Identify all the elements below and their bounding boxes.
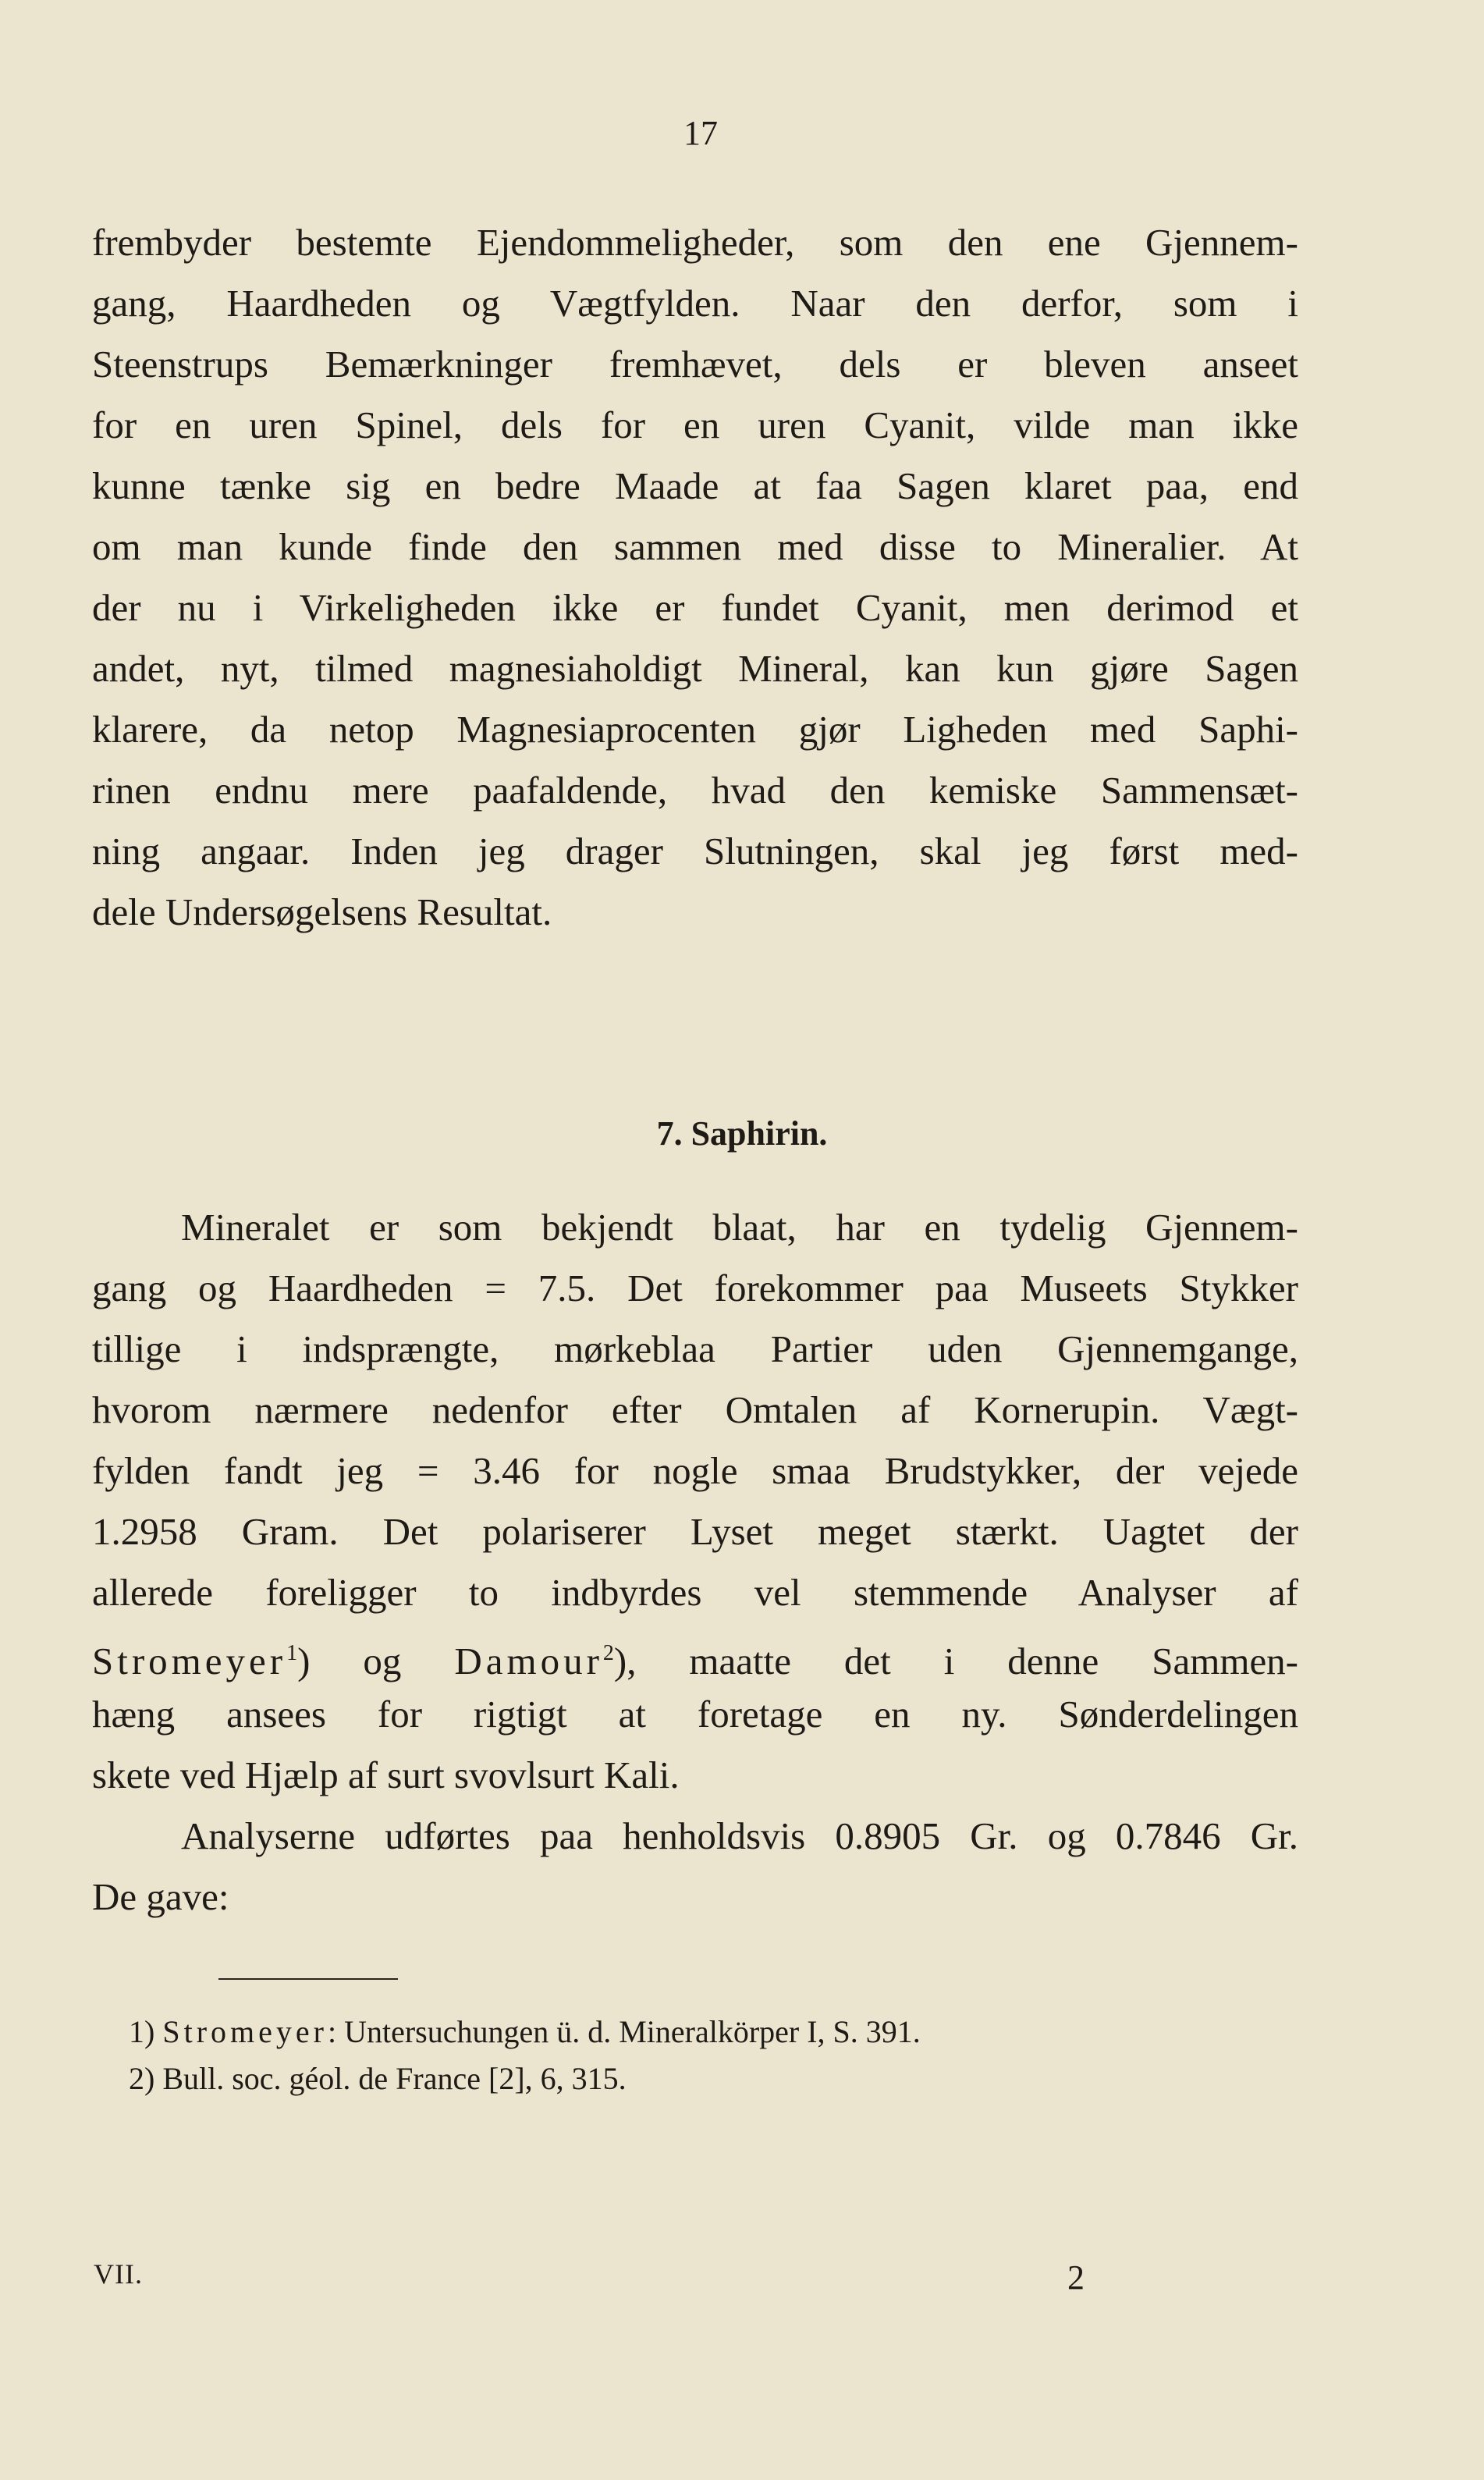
text-line: rinen endnu mere paafaldende, hvad den kemiske Sammensæt- <box>92 769 1298 812</box>
text-line-with-references <box>92 1628 1298 1687</box>
footnote-author: Stromeyer <box>162 2014 328 2049</box>
text-line: gang, Haardheden og Vægtfylden. Naar den derfor, som i <box>92 282 1298 325</box>
author-name: Damour <box>454 1640 603 1682</box>
footnote-ref[interactable]: 2 <box>602 1641 614 1665</box>
footnote <box>129 2059 627 2099</box>
text-line: der nu i Virkeligheden ikke er fundet Cyanit, men derimod et <box>92 586 1298 629</box>
text-line: ning angaar. Inden jeg drager Slutningen, skal jeg først med- <box>92 830 1298 872</box>
footnote <box>129 2012 921 2052</box>
text-line: dele Undersøgelsens Resultat. <box>92 890 552 933</box>
text-line: tillige i indsprængte, mørkeblaa Partier uden Gjennemgange, <box>92 1327 1298 1370</box>
text-line: hæng ansees for rigtigt at foretage en ny. Sønderdelingen <box>92 1693 1298 1736</box>
text-line: Mineralet er som bekjendt blaat, har en tydelig Gjennem- <box>181 1206 1298 1249</box>
text-line: klarere, da netop Magnesiaprocenten gjør Ligheden med Saphi- <box>92 708 1298 751</box>
footnote-ref[interactable]: 1 <box>286 1641 298 1665</box>
text-line: fylden fandt jeg = 3.46 for nogle smaa Brudstykker, der vejede <box>92 1449 1298 1492</box>
text-line: kunne tænke sig en bedre Maade at faa Sagen klaret paa, end <box>92 464 1298 507</box>
signature-number: 2 <box>1067 2258 1085 2297</box>
footnote-text: : Untersuchungen ü. d. Mineralkörper I, S. 391. <box>327 2014 921 2049</box>
text-line: for en uren Spinel, dels for en uren Cyanit, vilde man ikke <box>92 403 1298 446</box>
footnote-text: Bull. soc. géol. de France [2], 6, 315. <box>162 2061 627 2096</box>
text-line: De gave: <box>92 1875 229 1918</box>
text-line: frembyder bestemte Ejendommeligheder, som den ene Gjennem- <box>92 221 1298 264</box>
author-name: Stromeyer <box>92 1640 287 1682</box>
text-fragment: ) <box>297 1640 311 1682</box>
text-line: hvorom nærmere nedenfor efter Omtalen af Kornerupin. Vægt- <box>92 1388 1298 1431</box>
text-line: allerede foreligger to indbyrdes vel stemmende Analyser af <box>92 1571 1298 1614</box>
signature-mark: VII. <box>94 2258 143 2290</box>
footnote-mark: 1) <box>129 2014 155 2049</box>
text-line: Analyserne udførtes paa henholdsvis 0.8905 Gr. og 0.7846 Gr. <box>181 1814 1298 1857</box>
text-line: skete ved Hjælp af surt svovlsurt Kali. <box>92 1753 680 1796</box>
section-heading: 7. Saphirin. <box>656 1114 828 1153</box>
text-fragment: ), maatte det i denne Sammen- <box>613 1640 1298 1682</box>
text-line: andet, nyt, tilmed magnesiaholdigt Mineral, kan kun gjøre Sagen <box>92 647 1298 690</box>
text-line: gang og Haardheden = 7.5. Det forekommer paa Museets Stykker <box>92 1267 1298 1309</box>
text-line: Steenstrups Bemærkninger fremhævet, dels er bleven anseet <box>92 343 1298 386</box>
page-number: 17 <box>683 114 718 152</box>
footnote-mark: 2) <box>129 2061 155 2096</box>
text-fragment: og <box>310 1640 455 1682</box>
text-line: om man kunde finde den sammen med disse to Mineralier. At <box>92 525 1298 568</box>
footnote-divider <box>218 1978 398 1980</box>
text-line: 1.2958 Gram. Det polariserer Lyset meget stærkt. Uagtet der <box>92 1510 1298 1553</box>
